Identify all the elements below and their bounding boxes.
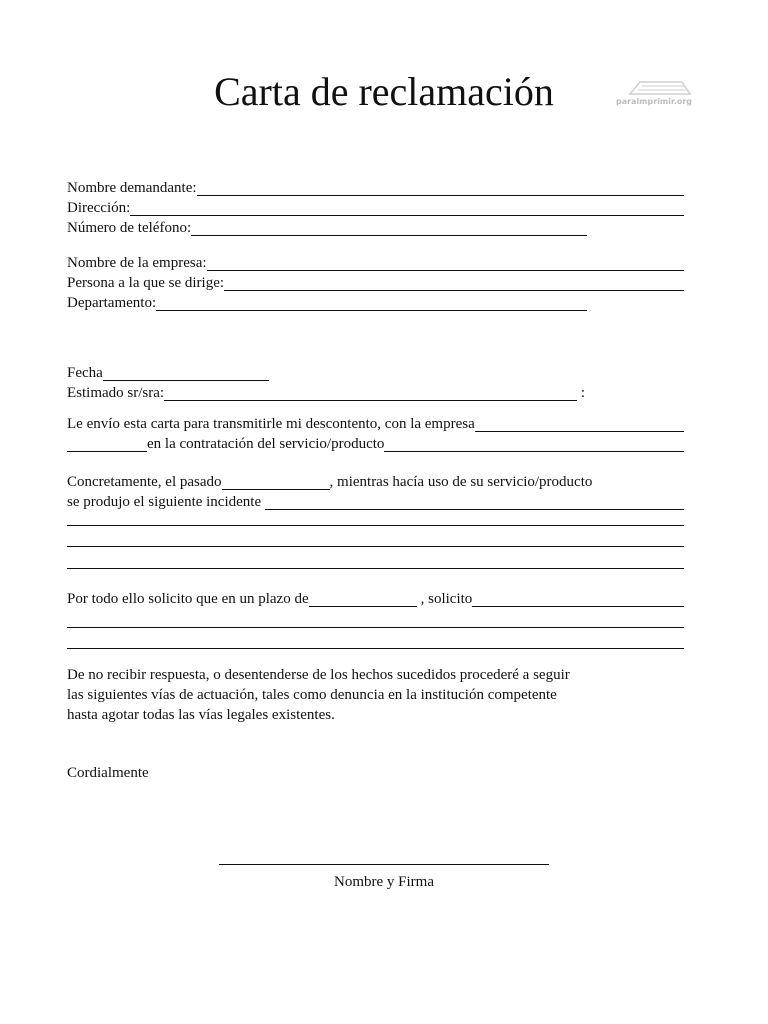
p4-line-3: hasta agotar todas las vías legales existentes.: [67, 707, 335, 723]
p1-line2-text: en la contratación del servicio/producto: [147, 436, 385, 452]
signature-label: Nombre y Firma: [334, 874, 434, 890]
claimant-name-label: Nombre demandante:: [67, 180, 197, 196]
claimant-address-label: Dirección:: [67, 200, 131, 216]
request-field[interactable]: [472, 591, 684, 607]
claimant-phone-row: [67, 218, 587, 238]
p4-line-2: las siguientes vías de actuación, tales como denuncia en la institución competente: [67, 687, 557, 703]
signature-field[interactable]: [219, 864, 549, 865]
p3-pre-text: Por todo ello solicito que en un plazo de: [67, 591, 309, 607]
claimant-address-field[interactable]: [130, 200, 684, 216]
recipient-field[interactable]: [224, 275, 684, 291]
service-field[interactable]: [384, 436, 684, 452]
incident-date-field[interactable]: [222, 474, 330, 490]
claimant-phone-label: Número de teléfono:: [67, 220, 192, 236]
request-line-2[interactable]: [67, 648, 684, 649]
claimant-address-row: [67, 198, 684, 218]
p1-line1-text: Le envío esta carta para transmitirle mi descontento, con la empresa: [67, 416, 475, 432]
incident-field[interactable]: [265, 494, 684, 510]
department-field[interactable]: [156, 295, 587, 311]
recipient-label: Persona a la que se dirige:: [67, 275, 225, 291]
p1-line1: [67, 414, 684, 434]
p3-post-text: , solicito: [420, 591, 473, 607]
date-field[interactable]: [103, 365, 269, 381]
claimant-phone-field[interactable]: [191, 220, 587, 236]
consequences-paragraph: [67, 665, 707, 725]
department-row: [67, 293, 587, 313]
closing: Cordialmente: [67, 765, 149, 781]
p2-post-text: , mientras hacía uso de su servicio/producto: [329, 474, 593, 490]
incident-line-1[interactable]: [67, 525, 684, 526]
greeting-suffix: :: [580, 385, 585, 401]
p2-line2-text: se produjo el siguiente incidente: [67, 494, 262, 510]
company-name-row: [67, 253, 684, 273]
company-field-inline[interactable]: [475, 416, 684, 432]
company-field-continued[interactable]: [67, 436, 147, 452]
greeting-label: Estimado sr/sra:: [67, 385, 165, 401]
p1-line2: [67, 434, 684, 454]
p3-line1: [67, 589, 684, 609]
incident-line-2[interactable]: [67, 546, 684, 547]
claimant-name-field[interactable]: [197, 180, 684, 196]
date-label: Fecha: [67, 365, 103, 381]
printer-logo-icon: [612, 80, 696, 98]
recipient-row: [67, 273, 684, 293]
p2-line1: [67, 472, 684, 492]
watermark-logo: [612, 80, 696, 110]
logo-text: paraimprimir.org: [615, 97, 693, 106]
p2-pre-text: Concretamente, el pasado: [67, 474, 222, 490]
page-title: Carta de reclamación: [214, 69, 554, 114]
p2-line2: [67, 492, 684, 512]
claimant-name-row: [67, 178, 684, 198]
incident-line-3[interactable]: [67, 568, 684, 569]
term-field[interactable]: [309, 591, 417, 607]
request-line-1[interactable]: [67, 627, 684, 628]
greeting-row: [67, 383, 585, 403]
date-row: [67, 363, 269, 383]
greeting-field[interactable]: [164, 385, 577, 401]
company-name-field[interactable]: [207, 255, 684, 271]
company-name-label: Nombre de la empresa:: [67, 255, 207, 271]
department-label: Departamento:: [67, 295, 157, 311]
p4-line-1: De no recibir respuesta, o desentenderse de los hechos sucedidos procederé a seguir: [67, 667, 570, 683]
